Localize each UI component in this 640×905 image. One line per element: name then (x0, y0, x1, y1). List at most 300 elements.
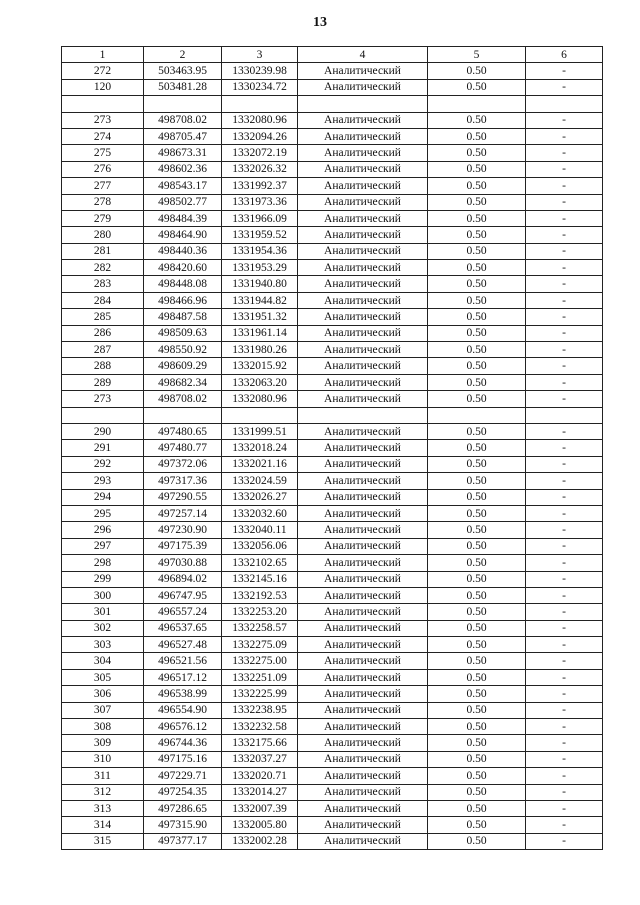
y-coordinate-cell: 1332020.71 (222, 768, 298, 784)
accuracy-cell: 0.50 (428, 719, 526, 735)
method-cell: Аналитический (298, 161, 428, 177)
table-row (62, 194, 603, 210)
table-row (62, 325, 603, 341)
table-row (62, 178, 603, 194)
accuracy-cell: 0.50 (428, 79, 526, 95)
point-number-cell: 283 (62, 276, 144, 292)
point-number-cell: 290 (62, 423, 144, 439)
note-cell: - (526, 833, 603, 849)
method-cell: Аналитический (298, 653, 428, 669)
y-coordinate-cell: 1332056.06 (222, 538, 298, 554)
point-number-cell: 312 (62, 784, 144, 800)
note-cell: - (526, 227, 603, 243)
note-cell: - (526, 145, 603, 161)
point-number-cell: 120 (62, 79, 144, 95)
accuracy-cell: 0.50 (428, 194, 526, 210)
y-coordinate-cell: 1332040.11 (222, 522, 298, 538)
point-number-cell: 295 (62, 505, 144, 521)
note-cell: - (526, 260, 603, 276)
method-cell: Аналитический (298, 833, 428, 849)
note-cell (526, 96, 603, 112)
table-row (62, 620, 603, 636)
method-cell: Аналитический (298, 423, 428, 439)
method-cell: Аналитический (298, 735, 428, 751)
x-coordinate-cell: 498484.39 (144, 210, 222, 226)
table-row (62, 719, 603, 735)
point-number-cell: 279 (62, 210, 144, 226)
point-number-cell: 297 (62, 538, 144, 554)
y-coordinate-cell (222, 407, 298, 423)
accuracy-cell: 0.50 (428, 440, 526, 456)
point-number-cell: 304 (62, 653, 144, 669)
y-coordinate-cell: 1332002.28 (222, 833, 298, 849)
table-row (62, 686, 603, 702)
column-header: 6 (526, 47, 603, 63)
method-cell: Аналитический (298, 489, 428, 505)
table-row (62, 768, 603, 784)
accuracy-cell: 0.50 (428, 423, 526, 439)
table-row (62, 604, 603, 620)
method-cell: Аналитический (298, 473, 428, 489)
x-coordinate-cell: 496538.99 (144, 686, 222, 702)
y-coordinate-cell: 1332275.00 (222, 653, 298, 669)
method-cell: Аналитический (298, 325, 428, 341)
table-body (62, 63, 603, 850)
point-number-cell: 277 (62, 178, 144, 194)
table-row (62, 817, 603, 833)
table-row (62, 79, 603, 95)
accuracy-cell: 0.50 (428, 620, 526, 636)
x-coordinate-cell: 498602.36 (144, 161, 222, 177)
point-number-cell: 281 (62, 243, 144, 259)
point-number-cell: 280 (62, 227, 144, 243)
note-cell: - (526, 374, 603, 390)
x-coordinate-cell: 496527.48 (144, 637, 222, 653)
y-coordinate-cell: 1332251.09 (222, 669, 298, 685)
point-number-cell: 284 (62, 292, 144, 308)
x-coordinate-cell: 498673.31 (144, 145, 222, 161)
method-cell: Аналитический (298, 260, 428, 276)
method-cell: Аналитический (298, 669, 428, 685)
point-number-cell: 310 (62, 751, 144, 767)
accuracy-cell: 0.50 (428, 637, 526, 653)
column-header: 3 (222, 47, 298, 63)
y-coordinate-cell: 1331944.82 (222, 292, 298, 308)
table-row (62, 800, 603, 816)
point-number-cell: 307 (62, 702, 144, 718)
y-coordinate-cell: 1332021.16 (222, 456, 298, 472)
note-cell: - (526, 489, 603, 505)
x-coordinate-cell: 497480.65 (144, 423, 222, 439)
accuracy-cell: 0.50 (428, 358, 526, 374)
x-coordinate-cell: 496557.24 (144, 604, 222, 620)
table-row (62, 784, 603, 800)
method-cell: Аналитический (298, 391, 428, 407)
x-coordinate-cell: 498509.63 (144, 325, 222, 341)
table-row (62, 145, 603, 161)
y-coordinate-cell: 1331999.51 (222, 423, 298, 439)
method-cell: Аналитический (298, 751, 428, 767)
method-cell: Аналитический (298, 112, 428, 128)
accuracy-cell: 0.50 (428, 374, 526, 390)
accuracy-cell: 0.50 (428, 604, 526, 620)
accuracy-cell: 0.50 (428, 833, 526, 849)
point-number-cell: 313 (62, 800, 144, 816)
y-coordinate-cell: 1332007.39 (222, 800, 298, 816)
point-number-cell: 287 (62, 342, 144, 358)
y-coordinate-cell: 1331980.26 (222, 342, 298, 358)
column-header: 5 (428, 47, 526, 63)
table-row (62, 669, 603, 685)
note-cell: - (526, 653, 603, 669)
note-cell: - (526, 276, 603, 292)
x-coordinate-cell: 497377.17 (144, 833, 222, 849)
y-coordinate-cell: 1332014.27 (222, 784, 298, 800)
note-cell: - (526, 243, 603, 259)
table-row (62, 473, 603, 489)
x-coordinate-cell: 498708.02 (144, 112, 222, 128)
table-row (62, 833, 603, 849)
y-coordinate-cell: 1331954.36 (222, 243, 298, 259)
note-cell: - (526, 800, 603, 816)
point-number-cell: 286 (62, 325, 144, 341)
point-number-cell: 309 (62, 735, 144, 751)
point-number-cell: 308 (62, 719, 144, 735)
method-cell: Аналитический (298, 800, 428, 816)
method-cell: Аналитический (298, 587, 428, 603)
x-coordinate-cell: 496517.12 (144, 669, 222, 685)
accuracy-cell: 0.50 (428, 391, 526, 407)
method-cell: Аналитический (298, 637, 428, 653)
table-row (62, 243, 603, 259)
method-cell: Аналитический (298, 194, 428, 210)
method-cell: Аналитический (298, 784, 428, 800)
table-row (62, 96, 603, 112)
point-number-cell: 306 (62, 686, 144, 702)
column-header: 2 (144, 47, 222, 63)
method-cell: Аналитический (298, 555, 428, 571)
note-cell: - (526, 637, 603, 653)
method-cell: Аналитический (298, 571, 428, 587)
x-coordinate-cell: 498502.77 (144, 194, 222, 210)
point-number-cell: 288 (62, 358, 144, 374)
method-cell: Аналитический (298, 128, 428, 144)
table-row (62, 391, 603, 407)
method-cell: Аналитический (298, 768, 428, 784)
table-row (62, 440, 603, 456)
method-cell: Аналитический (298, 145, 428, 161)
table-row (62, 309, 603, 325)
point-number-cell: 300 (62, 587, 144, 603)
method-cell: Аналитический (298, 719, 428, 735)
accuracy-cell: 0.50 (428, 243, 526, 259)
y-coordinate-cell: 1330234.72 (222, 79, 298, 95)
table-row (62, 571, 603, 587)
x-coordinate-cell: 498705.47 (144, 128, 222, 144)
method-cell: Аналитический (298, 817, 428, 833)
x-coordinate-cell: 498440.36 (144, 243, 222, 259)
y-coordinate-cell: 1332032.60 (222, 505, 298, 521)
point-number-cell: 293 (62, 473, 144, 489)
method-cell (298, 407, 428, 423)
y-coordinate-cell: 1330239.98 (222, 63, 298, 79)
x-coordinate-cell: 497175.16 (144, 751, 222, 767)
y-coordinate-cell: 1332026.32 (222, 161, 298, 177)
point-number-cell: 303 (62, 637, 144, 653)
note-cell: - (526, 538, 603, 554)
note-cell: - (526, 604, 603, 620)
note-cell: - (526, 473, 603, 489)
accuracy-cell: 0.50 (428, 292, 526, 308)
y-coordinate-cell: 1331961.14 (222, 325, 298, 341)
accuracy-cell: 0.50 (428, 473, 526, 489)
table-row (62, 407, 603, 423)
accuracy-cell: 0.50 (428, 63, 526, 79)
point-number-cell: 276 (62, 161, 144, 177)
method-cell: Аналитический (298, 522, 428, 538)
table-row (62, 505, 603, 521)
table-row (62, 555, 603, 571)
point-number-cell: 302 (62, 620, 144, 636)
x-coordinate-cell: 498420.60 (144, 260, 222, 276)
y-coordinate-cell: 1332080.96 (222, 391, 298, 407)
note-cell: - (526, 817, 603, 833)
x-coordinate-cell: 496576.12 (144, 719, 222, 735)
y-coordinate-cell: 1332232.58 (222, 719, 298, 735)
accuracy-cell (428, 96, 526, 112)
method-cell: Аналитический (298, 276, 428, 292)
point-number-cell: 298 (62, 555, 144, 571)
accuracy-cell: 0.50 (428, 456, 526, 472)
accuracy-cell: 0.50 (428, 522, 526, 538)
x-coordinate-cell: 497254.35 (144, 784, 222, 800)
table-row (62, 522, 603, 538)
y-coordinate-cell: 1332018.24 (222, 440, 298, 456)
table-row (62, 276, 603, 292)
accuracy-cell: 0.50 (428, 817, 526, 833)
point-number-cell: 273 (62, 391, 144, 407)
table-row (62, 210, 603, 226)
method-cell: Аналитический (298, 243, 428, 259)
x-coordinate-cell: 497257.14 (144, 505, 222, 521)
point-number-cell: 274 (62, 128, 144, 144)
point-number-cell: 294 (62, 489, 144, 505)
accuracy-cell: 0.50 (428, 587, 526, 603)
note-cell: - (526, 784, 603, 800)
x-coordinate-cell: 498543.17 (144, 178, 222, 194)
x-coordinate-cell: 496747.95 (144, 587, 222, 603)
point-number-cell: 292 (62, 456, 144, 472)
accuracy-cell: 0.50 (428, 751, 526, 767)
table-row (62, 63, 603, 79)
accuracy-cell: 0.50 (428, 800, 526, 816)
x-coordinate-cell: 497030.88 (144, 555, 222, 571)
y-coordinate-cell: 1332238.95 (222, 702, 298, 718)
y-coordinate-cell: 1332225.99 (222, 686, 298, 702)
point-number-cell: 299 (62, 571, 144, 587)
note-cell: - (526, 768, 603, 784)
note-cell: - (526, 587, 603, 603)
note-cell: - (526, 178, 603, 194)
table-row (62, 358, 603, 374)
note-cell: - (526, 161, 603, 177)
y-coordinate-cell: 1332253.20 (222, 604, 298, 620)
table-row (62, 702, 603, 718)
x-coordinate-cell: 496894.02 (144, 571, 222, 587)
point-number-cell: 296 (62, 522, 144, 538)
accuracy-cell: 0.50 (428, 555, 526, 571)
point-number-cell: 282 (62, 260, 144, 276)
accuracy-cell: 0.50 (428, 227, 526, 243)
method-cell: Аналитический (298, 342, 428, 358)
accuracy-cell: 0.50 (428, 505, 526, 521)
note-cell (526, 407, 603, 423)
table-header-row (62, 47, 603, 63)
note-cell: - (526, 440, 603, 456)
note-cell: - (526, 358, 603, 374)
point-number-cell: 289 (62, 374, 144, 390)
table-row (62, 292, 603, 308)
table-row (62, 751, 603, 767)
x-coordinate-cell: 503463.95 (144, 63, 222, 79)
x-coordinate-cell: 496554.90 (144, 702, 222, 718)
y-coordinate-cell: 1332102.65 (222, 555, 298, 571)
table-row (62, 489, 603, 505)
y-coordinate-cell: 1332175.66 (222, 735, 298, 751)
accuracy-cell: 0.50 (428, 784, 526, 800)
accuracy-cell: 0.50 (428, 489, 526, 505)
point-number-cell: 273 (62, 112, 144, 128)
point-number-cell: 275 (62, 145, 144, 161)
y-coordinate-cell: 1331973.36 (222, 194, 298, 210)
method-cell: Аналитический (298, 63, 428, 79)
note-cell: - (526, 112, 603, 128)
method-cell: Аналитический (298, 210, 428, 226)
y-coordinate-cell: 1331951.32 (222, 309, 298, 325)
method-cell (298, 96, 428, 112)
x-coordinate-cell: 496744.36 (144, 735, 222, 751)
table-row (62, 374, 603, 390)
x-coordinate-cell: 498448.08 (144, 276, 222, 292)
y-coordinate-cell (222, 96, 298, 112)
method-cell: Аналитический (298, 292, 428, 308)
note-cell: - (526, 63, 603, 79)
point-number-cell: 311 (62, 768, 144, 784)
note-cell: - (526, 505, 603, 521)
y-coordinate-cell: 1332026.27 (222, 489, 298, 505)
y-coordinate-cell: 1332024.59 (222, 473, 298, 489)
note-cell: - (526, 522, 603, 538)
note-cell: - (526, 128, 603, 144)
table-row (62, 161, 603, 177)
method-cell: Аналитический (298, 309, 428, 325)
accuracy-cell: 0.50 (428, 260, 526, 276)
y-coordinate-cell: 1331959.52 (222, 227, 298, 243)
accuracy-cell: 0.50 (428, 210, 526, 226)
accuracy-cell: 0.50 (428, 128, 526, 144)
y-coordinate-cell: 1331953.29 (222, 260, 298, 276)
table-row (62, 342, 603, 358)
table-row (62, 653, 603, 669)
point-number-cell: 272 (62, 63, 144, 79)
accuracy-cell: 0.50 (428, 571, 526, 587)
x-coordinate-cell: 498708.02 (144, 391, 222, 407)
accuracy-cell: 0.50 (428, 112, 526, 128)
y-coordinate-cell: 1332005.80 (222, 817, 298, 833)
x-coordinate-cell: 497480.77 (144, 440, 222, 456)
y-coordinate-cell: 1332192.53 (222, 587, 298, 603)
y-coordinate-cell: 1332063.20 (222, 374, 298, 390)
table-row (62, 587, 603, 603)
table-row (62, 227, 603, 243)
x-coordinate-cell: 498609.29 (144, 358, 222, 374)
table-row (62, 423, 603, 439)
point-number-cell (62, 407, 144, 423)
accuracy-cell: 0.50 (428, 178, 526, 194)
x-coordinate-cell: 498466.96 (144, 292, 222, 308)
y-coordinate-cell: 1332275.09 (222, 637, 298, 653)
accuracy-cell: 0.50 (428, 161, 526, 177)
accuracy-cell: 0.50 (428, 686, 526, 702)
method-cell: Аналитический (298, 178, 428, 194)
method-cell: Аналитический (298, 374, 428, 390)
method-cell: Аналитический (298, 620, 428, 636)
table-row (62, 538, 603, 554)
y-coordinate-cell: 1331966.09 (222, 210, 298, 226)
column-header: 4 (298, 47, 428, 63)
accuracy-cell: 0.50 (428, 768, 526, 784)
table-row (62, 260, 603, 276)
point-number-cell: 285 (62, 309, 144, 325)
x-coordinate-cell: 503481.28 (144, 79, 222, 95)
point-number-cell: 314 (62, 817, 144, 833)
x-coordinate-cell: 497317.36 (144, 473, 222, 489)
note-cell: - (526, 751, 603, 767)
accuracy-cell (428, 407, 526, 423)
page-number: 13 (313, 15, 327, 30)
x-coordinate-cell: 497230.90 (144, 522, 222, 538)
x-coordinate-cell: 497286.65 (144, 800, 222, 816)
accuracy-cell: 0.50 (428, 309, 526, 325)
point-number-cell: 315 (62, 833, 144, 849)
note-cell: - (526, 555, 603, 571)
note-cell: - (526, 620, 603, 636)
x-coordinate-cell: 498464.90 (144, 227, 222, 243)
x-coordinate-cell: 498487.58 (144, 309, 222, 325)
accuracy-cell: 0.50 (428, 538, 526, 554)
method-cell: Аналитический (298, 440, 428, 456)
x-coordinate-cell: 497372.06 (144, 456, 222, 472)
y-coordinate-cell: 1332258.57 (222, 620, 298, 636)
x-coordinate-cell (144, 407, 222, 423)
method-cell: Аналитический (298, 79, 428, 95)
note-cell: - (526, 79, 603, 95)
y-coordinate-cell: 1332037.27 (222, 751, 298, 767)
accuracy-cell: 0.50 (428, 325, 526, 341)
accuracy-cell: 0.50 (428, 669, 526, 685)
point-number-cell: 291 (62, 440, 144, 456)
method-cell: Аналитический (298, 604, 428, 620)
point-number-cell: 278 (62, 194, 144, 210)
note-cell: - (526, 309, 603, 325)
method-cell: Аналитический (298, 505, 428, 521)
note-cell: - (526, 456, 603, 472)
x-coordinate-cell: 496521.56 (144, 653, 222, 669)
coordinates-table (61, 46, 603, 850)
note-cell: - (526, 702, 603, 718)
method-cell: Аналитический (298, 538, 428, 554)
note-cell: - (526, 325, 603, 341)
